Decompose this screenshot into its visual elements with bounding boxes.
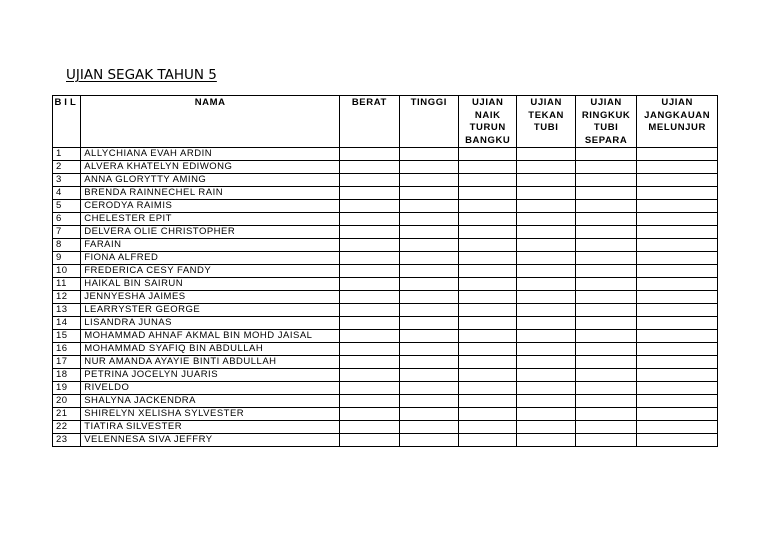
cell-naik-turun-bangku [459, 187, 517, 200]
cell-nama: VELENNESA SIVA JEFFRY [81, 434, 340, 447]
cell-bil: 2 [53, 161, 81, 174]
cell-tekan-tubi [517, 213, 575, 226]
cell-bil: 13 [53, 304, 81, 317]
header-jangkauan-melunjur: UJIAN JANGKAUAN MELUNJUR [637, 96, 718, 148]
cell-ringkuk-tubi-separa [575, 408, 636, 421]
cell-jangkauan-melunjur [637, 408, 718, 421]
cell-tinggi [399, 356, 458, 369]
cell-berat [340, 213, 399, 226]
cell-bil: 20 [53, 395, 81, 408]
cell-ringkuk-tubi-separa [575, 213, 636, 226]
cell-naik-turun-bangku [459, 304, 517, 317]
cell-bil: 11 [53, 278, 81, 291]
cell-nama: RIVELDO [81, 382, 340, 395]
table-row [53, 395, 718, 408]
cell-tinggi [399, 148, 458, 161]
cell-naik-turun-bangku [459, 356, 517, 369]
cell-tekan-tubi [517, 343, 575, 356]
cell-ringkuk-tubi-separa [575, 161, 636, 174]
cell-jangkauan-melunjur [637, 421, 718, 434]
cell-berat [340, 265, 399, 278]
cell-bil: 14 [53, 317, 81, 330]
header-berat: BERAT [340, 96, 399, 148]
cell-jangkauan-melunjur [637, 252, 718, 265]
cell-bil: 12 [53, 291, 81, 304]
cell-tekan-tubi [517, 317, 575, 330]
cell-berat [340, 174, 399, 187]
student-fitness-table [52, 95, 718, 447]
cell-nama: MOHAMMAD AHNAF AKMAL BIN MOHD JAISAL [81, 330, 340, 343]
cell-ringkuk-tubi-separa [575, 239, 636, 252]
table-row [53, 187, 718, 200]
cell-naik-turun-bangku [459, 213, 517, 226]
cell-bil: 21 [53, 408, 81, 421]
cell-berat [340, 252, 399, 265]
cell-bil: 3 [53, 174, 81, 187]
cell-naik-turun-bangku [459, 408, 517, 421]
cell-berat [340, 304, 399, 317]
table-row [53, 304, 718, 317]
cell-ringkuk-tubi-separa [575, 395, 636, 408]
cell-nama: PETRINA JOCELYN JUARIS [81, 369, 340, 382]
table-row [53, 265, 718, 278]
table-row [53, 382, 718, 395]
cell-bil: 16 [53, 343, 81, 356]
cell-tinggi [399, 317, 458, 330]
cell-nama: MOHAMMAD SYAFIQ BIN ABDULLAH [81, 343, 340, 356]
cell-tekan-tubi [517, 291, 575, 304]
cell-nama: ALLYCHIANA EVAH ARDIN [81, 148, 340, 161]
cell-naik-turun-bangku [459, 161, 517, 174]
cell-ringkuk-tubi-separa [575, 148, 636, 161]
cell-tinggi [399, 304, 458, 317]
cell-tekan-tubi [517, 265, 575, 278]
cell-tinggi [399, 174, 458, 187]
cell-jangkauan-melunjur [637, 226, 718, 239]
cell-naik-turun-bangku [459, 382, 517, 395]
cell-berat [340, 148, 399, 161]
cell-jangkauan-melunjur [637, 213, 718, 226]
table-row [53, 421, 718, 434]
cell-bil: 17 [53, 356, 81, 369]
header-bil: BIL [53, 96, 81, 148]
cell-naik-turun-bangku [459, 200, 517, 213]
cell-naik-turun-bangku [459, 148, 517, 161]
cell-tekan-tubi [517, 148, 575, 161]
cell-jangkauan-melunjur [637, 434, 718, 447]
cell-berat [340, 291, 399, 304]
cell-tinggi [399, 187, 458, 200]
cell-bil: 4 [53, 187, 81, 200]
header-tekan-tubi: UJIAN TEKAN TUBI [517, 96, 575, 148]
header-ringkuk-tubi-separa: UJIAN RINGKUK TUBI SEPARA [575, 96, 636, 148]
cell-nama: CERODYA RAIMIS [81, 200, 340, 213]
cell-berat [340, 434, 399, 447]
cell-bil: 23 [53, 434, 81, 447]
cell-ringkuk-tubi-separa [575, 174, 636, 187]
cell-nama: FREDERICA CESY FANDY [81, 265, 340, 278]
cell-tinggi [399, 239, 458, 252]
cell-naik-turun-bangku [459, 369, 517, 382]
cell-ringkuk-tubi-separa [575, 265, 636, 278]
cell-nama: CHELESTER EPIT [81, 213, 340, 226]
cell-naik-turun-bangku [459, 330, 517, 343]
cell-tekan-tubi [517, 278, 575, 291]
cell-nama: FIONA ALFRED [81, 252, 340, 265]
cell-naik-turun-bangku [459, 239, 517, 252]
cell-jangkauan-melunjur [637, 148, 718, 161]
table-row [53, 434, 718, 447]
cell-jangkauan-melunjur [637, 330, 718, 343]
cell-berat [340, 330, 399, 343]
table-row [53, 239, 718, 252]
cell-tekan-tubi [517, 369, 575, 382]
cell-tinggi [399, 434, 458, 447]
table-row [53, 278, 718, 291]
cell-bil: 10 [53, 265, 81, 278]
cell-bil: 18 [53, 369, 81, 382]
table-row [53, 161, 718, 174]
cell-ringkuk-tubi-separa [575, 278, 636, 291]
cell-tekan-tubi [517, 304, 575, 317]
cell-jangkauan-melunjur [637, 161, 718, 174]
cell-nama: NUR AMANDA AYAYIE BINTI ABDULLAH [81, 356, 340, 369]
table-row [53, 174, 718, 187]
cell-tekan-tubi [517, 187, 575, 200]
cell-nama: TIATIRA SILVESTER [81, 421, 340, 434]
table-row [53, 356, 718, 369]
cell-ringkuk-tubi-separa [575, 369, 636, 382]
cell-berat [340, 239, 399, 252]
cell-jangkauan-melunjur [637, 382, 718, 395]
table-row [53, 291, 718, 304]
cell-ringkuk-tubi-separa [575, 252, 636, 265]
cell-tekan-tubi [517, 330, 575, 343]
header-tinggi: TINGGI [399, 96, 458, 148]
cell-berat [340, 408, 399, 421]
table-row [53, 213, 718, 226]
cell-jangkauan-melunjur [637, 174, 718, 187]
cell-tinggi [399, 252, 458, 265]
cell-ringkuk-tubi-separa [575, 187, 636, 200]
cell-ringkuk-tubi-separa [575, 434, 636, 447]
cell-tekan-tubi [517, 252, 575, 265]
cell-nama: BRENDA RAINNECHEL RAIN [81, 187, 340, 200]
cell-tekan-tubi [517, 174, 575, 187]
cell-berat [340, 278, 399, 291]
cell-tinggi [399, 265, 458, 278]
cell-tinggi [399, 395, 458, 408]
cell-tinggi [399, 408, 458, 421]
cell-bil: 19 [53, 382, 81, 395]
cell-bil: 5 [53, 200, 81, 213]
table-row [53, 200, 718, 213]
cell-naik-turun-bangku [459, 434, 517, 447]
table-row [53, 148, 718, 161]
cell-berat [340, 343, 399, 356]
cell-tekan-tubi [517, 434, 575, 447]
cell-nama: LISANDRA JUNAS [81, 317, 340, 330]
cell-berat [340, 161, 399, 174]
cell-tinggi [399, 421, 458, 434]
cell-tekan-tubi [517, 200, 575, 213]
cell-tekan-tubi [517, 226, 575, 239]
cell-bil: 8 [53, 239, 81, 252]
cell-naik-turun-bangku [459, 174, 517, 187]
cell-naik-turun-bangku [459, 395, 517, 408]
document-title: UJIAN SEGAK TAHUN 5 [66, 67, 217, 83]
table-row [53, 369, 718, 382]
cell-tinggi [399, 382, 458, 395]
cell-bil: 7 [53, 226, 81, 239]
cell-jangkauan-melunjur [637, 200, 718, 213]
cell-berat [340, 200, 399, 213]
table-row [53, 330, 718, 343]
cell-naik-turun-bangku [459, 317, 517, 330]
table-row [53, 252, 718, 265]
cell-tekan-tubi [517, 421, 575, 434]
table-row [53, 408, 718, 421]
cell-bil: 22 [53, 421, 81, 434]
cell-jangkauan-melunjur [637, 239, 718, 252]
cell-ringkuk-tubi-separa [575, 200, 636, 213]
cell-tekan-tubi [517, 161, 575, 174]
cell-ringkuk-tubi-separa [575, 343, 636, 356]
table-row [53, 343, 718, 356]
cell-berat [340, 369, 399, 382]
header-nama: NAMA [81, 96, 340, 148]
cell-nama: FARAIN [81, 239, 340, 252]
cell-nama: ANNA GLORYTTY AMING [81, 174, 340, 187]
cell-ringkuk-tubi-separa [575, 291, 636, 304]
cell-nama: DELVERA OLIE CHRISTOPHER [81, 226, 340, 239]
cell-tinggi [399, 278, 458, 291]
cell-berat [340, 395, 399, 408]
cell-tinggi [399, 291, 458, 304]
cell-ringkuk-tubi-separa [575, 330, 636, 343]
cell-tekan-tubi [517, 356, 575, 369]
cell-jangkauan-melunjur [637, 278, 718, 291]
table-row [53, 317, 718, 330]
cell-nama: ALVERA KHATELYN EDIWONG [81, 161, 340, 174]
cell-jangkauan-melunjur [637, 291, 718, 304]
cell-jangkauan-melunjur [637, 343, 718, 356]
cell-tekan-tubi [517, 408, 575, 421]
table-body [53, 148, 718, 447]
cell-bil: 9 [53, 252, 81, 265]
cell-ringkuk-tubi-separa [575, 421, 636, 434]
cell-jangkauan-melunjur [637, 356, 718, 369]
cell-bil: 1 [53, 148, 81, 161]
cell-tekan-tubi [517, 239, 575, 252]
cell-tekan-tubi [517, 382, 575, 395]
cell-ringkuk-tubi-separa [575, 226, 636, 239]
cell-berat [340, 421, 399, 434]
cell-naik-turun-bangku [459, 343, 517, 356]
cell-nama: JENNYESHA JAIMES [81, 291, 340, 304]
cell-tinggi [399, 343, 458, 356]
cell-tinggi [399, 226, 458, 239]
cell-bil: 15 [53, 330, 81, 343]
cell-berat [340, 317, 399, 330]
cell-tinggi [399, 161, 458, 174]
cell-jangkauan-melunjur [637, 304, 718, 317]
cell-nama: SHALYNA JACKENDRA [81, 395, 340, 408]
header-naik-turun-bangku: UJIAN NAIK TURUN BANGKU [459, 96, 517, 148]
cell-naik-turun-bangku [459, 421, 517, 434]
cell-nama: HAIKAL BIN SAIRUN [81, 278, 340, 291]
cell-jangkauan-melunjur [637, 395, 718, 408]
cell-jangkauan-melunjur [637, 265, 718, 278]
cell-ringkuk-tubi-separa [575, 304, 636, 317]
table-row [53, 226, 718, 239]
cell-tekan-tubi [517, 395, 575, 408]
cell-naik-turun-bangku [459, 265, 517, 278]
cell-berat [340, 187, 399, 200]
cell-nama: SHIRELYN XELISHA SYLVESTER [81, 408, 340, 421]
cell-tinggi [399, 330, 458, 343]
cell-berat [340, 226, 399, 239]
cell-jangkauan-melunjur [637, 317, 718, 330]
cell-tinggi [399, 213, 458, 226]
cell-ringkuk-tubi-separa [575, 382, 636, 395]
cell-berat [340, 356, 399, 369]
cell-naik-turun-bangku [459, 252, 517, 265]
cell-naik-turun-bangku [459, 226, 517, 239]
cell-ringkuk-tubi-separa [575, 317, 636, 330]
table-header-row [53, 96, 718, 148]
cell-tinggi [399, 200, 458, 213]
cell-jangkauan-melunjur [637, 187, 718, 200]
cell-nama: LEARRYSTER GEORGE [81, 304, 340, 317]
cell-tinggi [399, 369, 458, 382]
cell-naik-turun-bangku [459, 278, 517, 291]
cell-jangkauan-melunjur [637, 369, 718, 382]
cell-bil: 6 [53, 213, 81, 226]
cell-ringkuk-tubi-separa [575, 356, 636, 369]
cell-naik-turun-bangku [459, 291, 517, 304]
cell-berat [340, 382, 399, 395]
